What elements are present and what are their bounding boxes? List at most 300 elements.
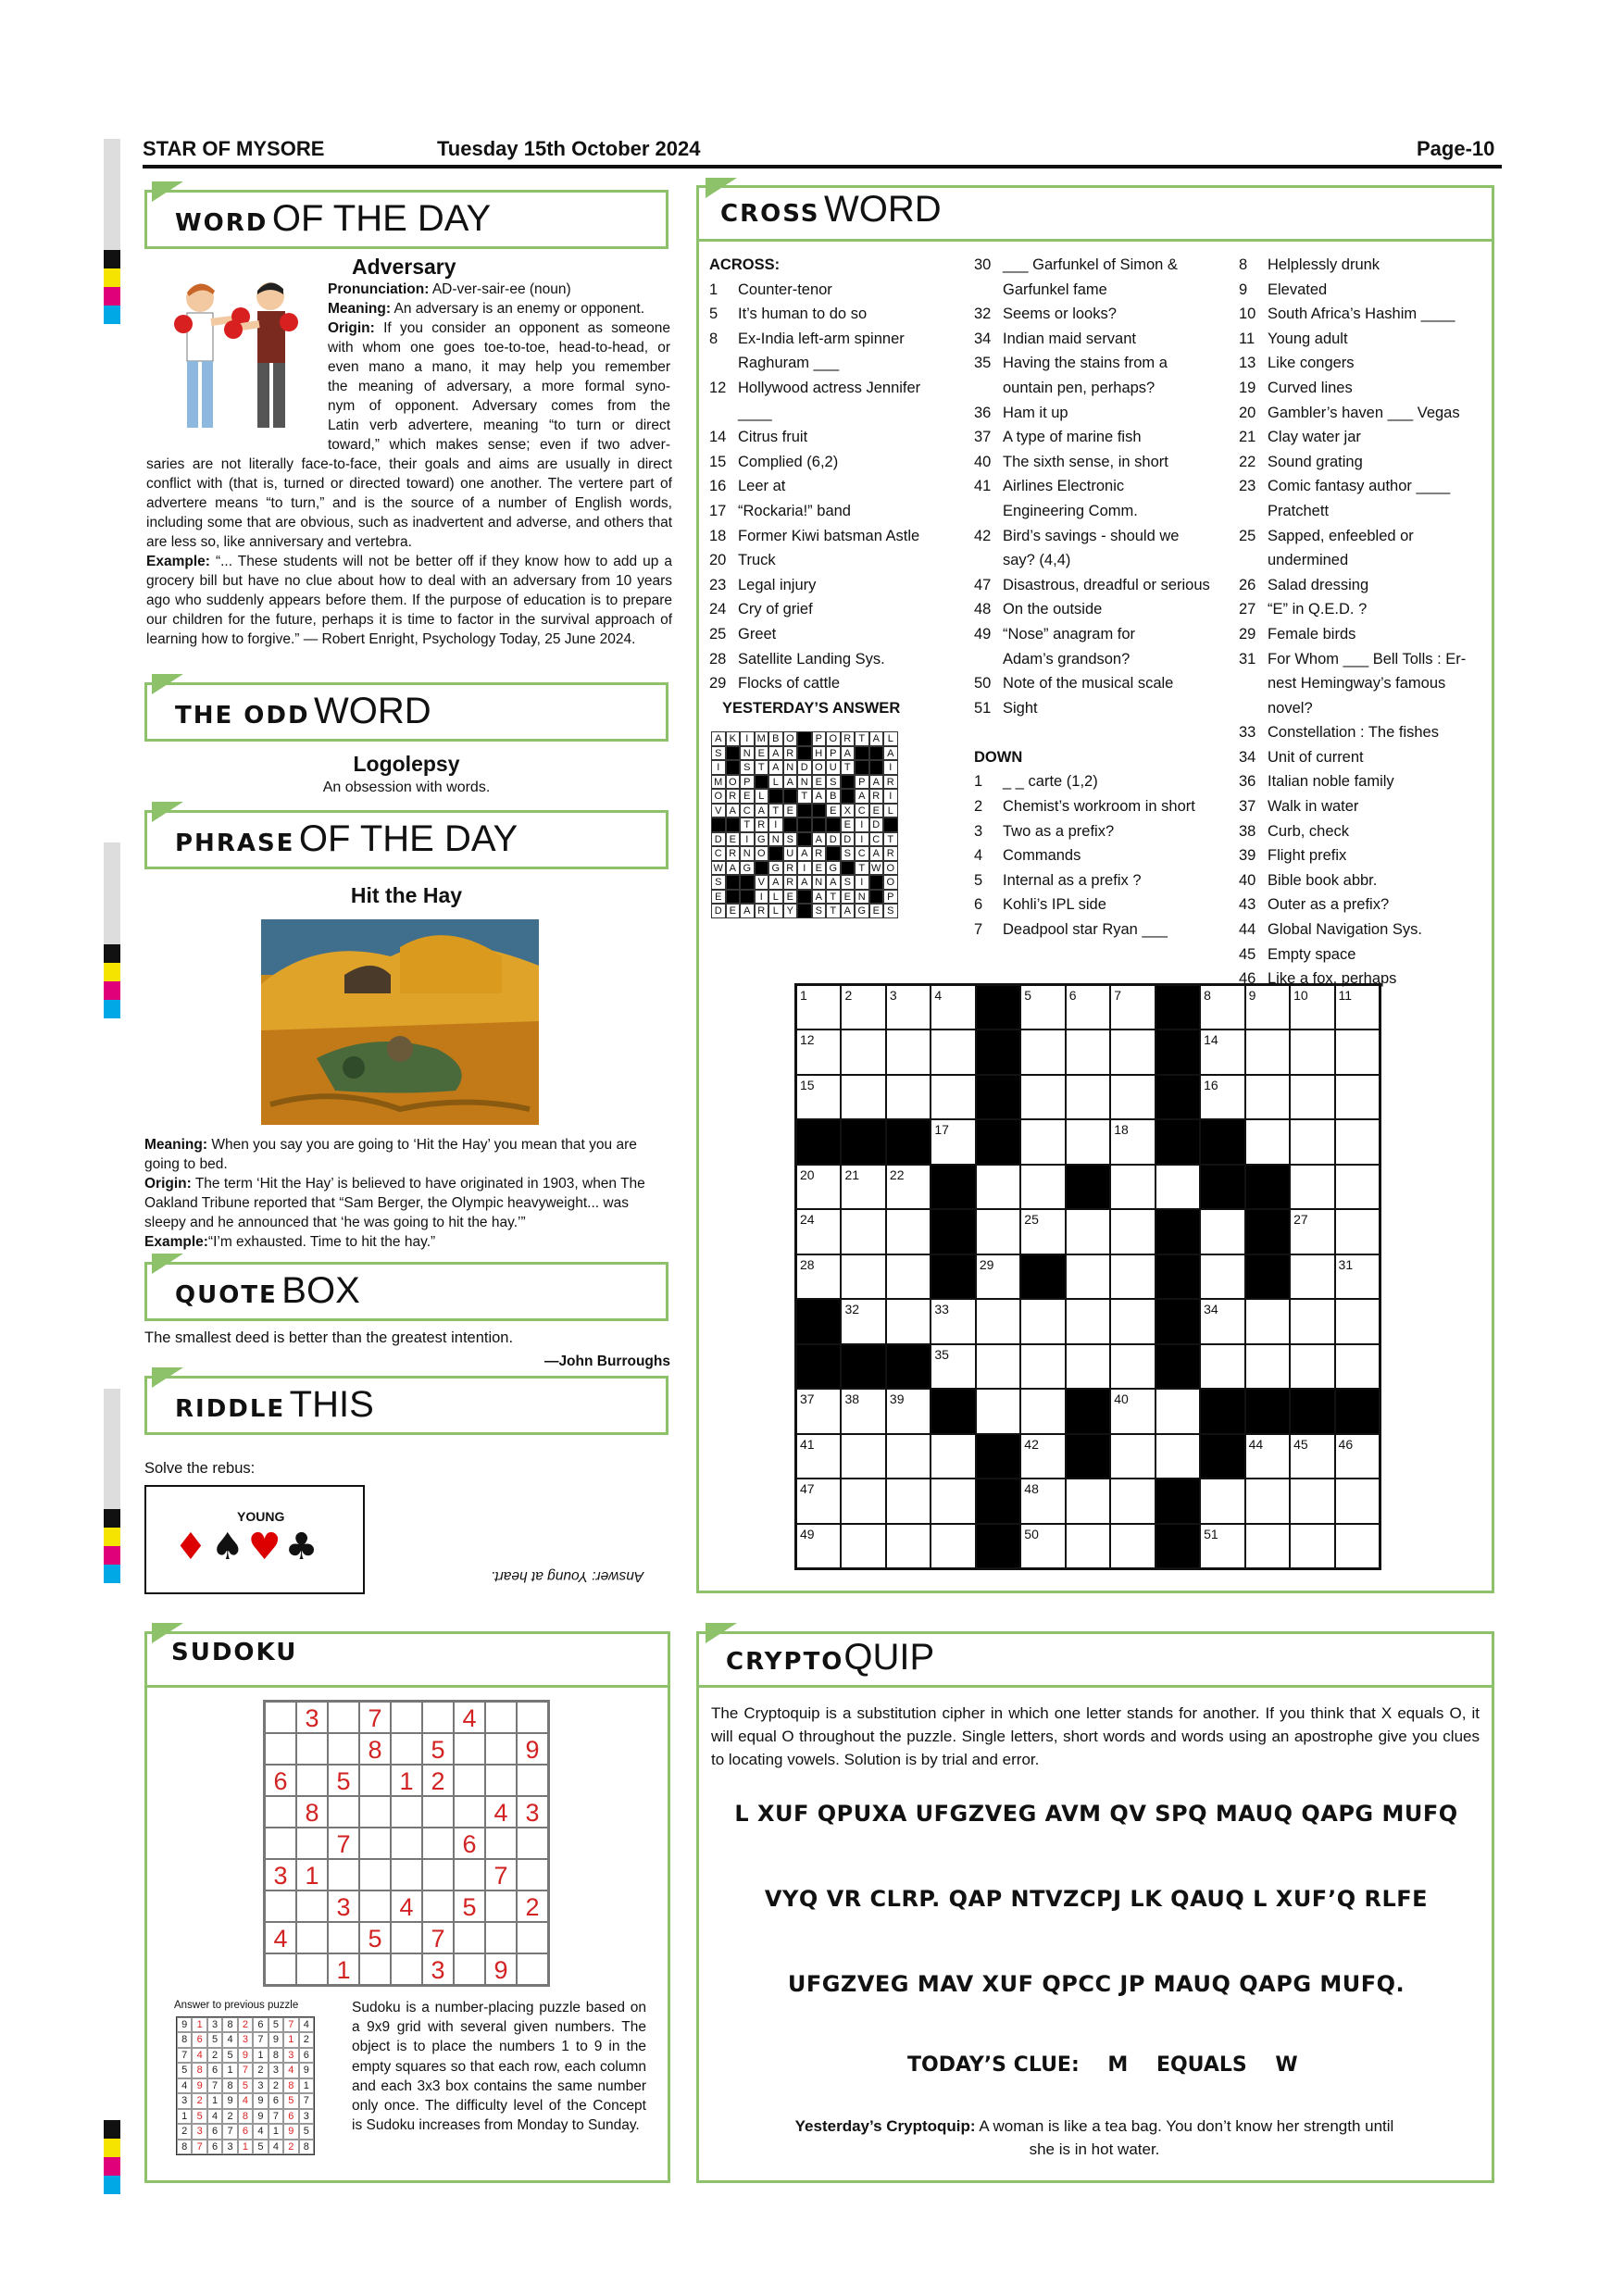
sudoku-cell[interactable] — [359, 1796, 391, 1828]
sudoku-cell[interactable] — [454, 1733, 485, 1765]
sudoku-cell[interactable]: 5 — [454, 1890, 485, 1922]
sudoku-cell[interactable]: 4 — [454, 1702, 485, 1733]
sudoku-cell[interactable] — [485, 1702, 517, 1733]
sudoku-cell[interactable] — [485, 1733, 517, 1765]
clue-text: Like a fox, perhaps — [1268, 970, 1397, 988]
clue-text: Empty space — [1268, 945, 1356, 963]
crossword-cell[interactable] — [886, 1479, 931, 1523]
crossword-black-cell — [796, 1119, 841, 1164]
previous-sudoku-cell: 2 — [222, 2109, 237, 2124]
crossword-cell[interactable] — [1335, 1254, 1380, 1299]
sudoku-cell[interactable] — [454, 1859, 485, 1890]
clue-letter-b: W — [1275, 2053, 1298, 2077]
sudoku-cell[interactable] — [296, 1733, 328, 1765]
crossword-cell[interactable] — [1290, 1254, 1334, 1299]
sudoku-cell[interactable] — [517, 1702, 548, 1733]
clue-number: 37 — [974, 429, 992, 446]
crossword-cell[interactable] — [1110, 1029, 1155, 1074]
sudoku-cell[interactable]: 4 — [265, 1922, 296, 1953]
sudoku-cell[interactable]: 3 — [422, 1953, 454, 1985]
previous-sudoku-cell: 1 — [299, 2078, 314, 2093]
sudoku-cell[interactable]: 5 — [359, 1922, 391, 1953]
sudoku-cell[interactable] — [517, 1922, 548, 1953]
sudoku-cell[interactable] — [328, 1859, 359, 1890]
sudoku-cell[interactable] — [517, 1953, 548, 1985]
sudoku-cell[interactable] — [359, 1765, 391, 1796]
crossword-cell[interactable] — [1020, 1434, 1065, 1479]
sudoku-cell[interactable]: 3 — [296, 1702, 328, 1733]
crossword-cell[interactable] — [1335, 1029, 1380, 1074]
sudoku-cell[interactable]: 8 — [296, 1796, 328, 1828]
yesterday-grid-cell: E — [711, 890, 726, 905]
crossword-cell[interactable] — [1200, 1029, 1244, 1074]
yesterday-grid-cell: L — [883, 804, 898, 818]
sudoku-cell[interactable] — [391, 1859, 422, 1890]
crossword-cell[interactable] — [1066, 1119, 1110, 1164]
sudoku-cell[interactable] — [265, 1702, 296, 1733]
sudoku-cell[interactable] — [454, 1922, 485, 1953]
quote-title-large: BOX — [281, 1270, 360, 1311]
crossword-cell[interactable] — [886, 1209, 931, 1254]
yesterday-grid-cell: O — [783, 731, 798, 746]
crossword-cell[interactable] — [1335, 1209, 1380, 1254]
clue-row — [1239, 794, 1489, 819]
crossword-cell[interactable] — [1290, 1434, 1334, 1479]
crossword-cell[interactable] — [931, 1075, 975, 1119]
crossword-cell[interactable] — [886, 1075, 931, 1119]
clue-row — [974, 327, 1224, 352]
yesterday-grid-cell: T — [797, 789, 812, 804]
crossword-cell[interactable] — [886, 985, 931, 1029]
clue-number: 20 — [1239, 404, 1256, 421]
crossword-cell[interactable] — [1020, 1344, 1065, 1389]
sudoku-cell[interactable] — [454, 1796, 485, 1828]
crossword-cell[interactable] — [1110, 985, 1155, 1029]
crossword-cell[interactable] — [1156, 1434, 1200, 1479]
crossword-cell[interactable] — [1110, 1434, 1155, 1479]
sudoku-cell[interactable] — [485, 1765, 517, 1796]
clue-row — [1239, 597, 1489, 622]
yesterday-grid-cell: A — [869, 846, 884, 861]
sudoku-cell[interactable]: 2 — [517, 1890, 548, 1922]
crossword-cell[interactable] — [1200, 1479, 1244, 1523]
sudoku-cell[interactable]: 1 — [391, 1765, 422, 1796]
sudoku-cell[interactable] — [391, 1702, 422, 1733]
crossword-cell[interactable] — [1290, 1524, 1334, 1568]
crossword-cell[interactable] — [1290, 985, 1334, 1029]
sudoku-cell[interactable]: 9 — [485, 1953, 517, 1985]
crossword-cell[interactable] — [886, 1254, 931, 1299]
previous-sudoku-cell: 8 — [238, 2109, 253, 2124]
crossword-cell[interactable] — [886, 1029, 931, 1074]
yesterday-grid-cell: L — [768, 890, 783, 905]
crossword-cell[interactable] — [976, 1389, 1020, 1433]
previous-sudoku-cell: 8 — [192, 2063, 206, 2078]
sudoku-cell[interactable] — [359, 1953, 391, 1985]
crossword-cell[interactable] — [1290, 1075, 1334, 1119]
clue-text: Chemist’s workroom in short — [1003, 798, 1195, 816]
crossword-cell[interactable] — [1290, 1209, 1334, 1254]
crossword-cell[interactable] — [796, 1479, 841, 1523]
crossword-cell[interactable] — [931, 1434, 975, 1479]
crossword-cell[interactable] — [1066, 1075, 1110, 1119]
crossword-cell[interactable] — [1020, 1209, 1065, 1254]
sudoku-cell[interactable]: 1 — [296, 1859, 328, 1890]
crossword-cell[interactable] — [1245, 1479, 1290, 1523]
sudoku-cell[interactable] — [485, 1890, 517, 1922]
crossword-cell[interactable] — [1335, 1075, 1380, 1119]
crossword-cell[interactable] — [931, 1344, 975, 1389]
clue-row — [1239, 548, 1489, 573]
crossword-cell[interactable] — [1066, 1524, 1110, 1568]
crossword-cell[interactable] — [1110, 1075, 1155, 1119]
crossword-cell[interactable] — [1110, 1344, 1155, 1389]
crossword-cell[interactable] — [796, 1254, 841, 1299]
crossword-cell[interactable] — [1110, 1209, 1155, 1254]
crossword-cell[interactable] — [1110, 1299, 1155, 1343]
crossword-cell[interactable] — [1020, 1165, 1065, 1209]
sudoku-cell[interactable] — [391, 1953, 422, 1985]
crossword-cell[interactable] — [1245, 1119, 1290, 1164]
crossword-cell[interactable] — [886, 1389, 931, 1433]
previous-sudoku-cell: 4 — [207, 2109, 222, 2124]
crossword-cell[interactable] — [1200, 985, 1244, 1029]
sudoku-cell[interactable] — [359, 1890, 391, 1922]
crossword-cell[interactable] — [1335, 1434, 1380, 1479]
crossword-cell-number: 27 — [1293, 1212, 1308, 1228]
previous-sudoku-cell: 9 — [222, 2093, 237, 2108]
previous-sudoku-cell: 6 — [238, 2124, 253, 2139]
sudoku-cell[interactable] — [265, 1733, 296, 1765]
crossword-cell[interactable] — [1290, 1479, 1334, 1523]
crossword-cell[interactable] — [1245, 1344, 1290, 1389]
crossword-cell[interactable] — [841, 1254, 885, 1299]
clue-text: Legal injury — [738, 576, 817, 593]
yesterday-grid-cell: E — [841, 817, 856, 832]
clue-text: Comic fantasy author ____ — [1268, 478, 1451, 495]
crossword-cell[interactable] — [1335, 1119, 1380, 1164]
yesterday-grid-cell — [883, 817, 898, 832]
clue-number — [974, 376, 1003, 401]
phrase-origin-label: Origin: — [144, 1176, 192, 1192]
clue-text: Salad dressing — [1268, 576, 1369, 593]
crossword-cell[interactable] — [931, 1119, 975, 1164]
sudoku-cell[interactable]: 8 — [359, 1733, 391, 1765]
clue-row — [709, 548, 959, 573]
crossword-cell[interactable] — [1110, 1165, 1155, 1209]
sudoku-cell[interactable]: 7 — [422, 1922, 454, 1953]
yesterday-grid-cell: R — [883, 775, 898, 790]
yesterday-grid-cell: S — [711, 875, 726, 890]
crossword-cell[interactable] — [1156, 1389, 1200, 1433]
sudoku-cell[interactable]: 6 — [454, 1828, 485, 1859]
crossword-cell[interactable] — [1335, 1299, 1380, 1343]
clue-text: Flight prefix — [1268, 847, 1347, 865]
crossword-cell[interactable] — [976, 1254, 1020, 1299]
crossword-cell[interactable] — [1020, 1075, 1065, 1119]
odd-word-title-large: WORD — [314, 691, 431, 731]
crossword-cell[interactable] — [1200, 1344, 1244, 1389]
crossword-cell[interactable] — [841, 1389, 885, 1433]
crossword-cell[interactable] — [1200, 1299, 1244, 1343]
crossword-cell[interactable] — [1110, 1119, 1155, 1164]
phrase-header — [144, 810, 668, 869]
previous-sudoku-cell: 5 — [207, 2032, 222, 2047]
crossword-cell[interactable] — [976, 1165, 1020, 1209]
yesterday-grid-cell — [726, 875, 741, 890]
clue-number: 24 — [709, 601, 727, 618]
crossword-cell[interactable] — [1290, 1165, 1334, 1209]
clue-text: Bible book abbr. — [1268, 871, 1378, 889]
crossword-cell[interactable] — [886, 1299, 931, 1343]
clue-text: Outer as a prefix? — [1268, 896, 1390, 914]
crossword-cell[interactable] — [841, 1479, 885, 1523]
crossword-cell[interactable] — [886, 1524, 931, 1568]
sudoku-cell[interactable] — [328, 1796, 359, 1828]
crossword-cell[interactable] — [1020, 1029, 1065, 1074]
crossword-cell[interactable] — [841, 1299, 885, 1343]
sudoku-cell[interactable] — [265, 1953, 296, 1985]
yesterday-grid-cell — [797, 746, 812, 761]
crossword-cell[interactable] — [931, 1029, 975, 1074]
sudoku-cell[interactable] — [296, 1765, 328, 1796]
clue-text: Disastrous, dreadful or serious — [1003, 576, 1210, 593]
yesterday-grid-cell: I — [768, 817, 783, 832]
crossword-cell[interactable] — [1290, 1344, 1334, 1389]
sudoku-cell[interactable] — [485, 1828, 517, 1859]
sudoku-cell[interactable] — [485, 1922, 517, 1953]
crossword-cell[interactable] — [841, 1209, 885, 1254]
crossword-cell[interactable] — [1020, 985, 1065, 1029]
sudoku-cell[interactable] — [422, 1702, 454, 1733]
yesterday-grid-cell: T — [768, 804, 783, 818]
crossword-cell[interactable] — [1335, 1524, 1380, 1568]
crossword-cell-number: 1 — [800, 988, 807, 1003]
crossword-cell[interactable] — [1066, 1299, 1110, 1343]
crossword-cell[interactable] — [1200, 1254, 1244, 1299]
crossword-cell[interactable] — [976, 1209, 1020, 1254]
crossword-cell[interactable] — [1290, 1299, 1334, 1343]
crossword-cell[interactable] — [1335, 1165, 1380, 1209]
clue-text: Curb, check — [1268, 822, 1350, 840]
sudoku-cell[interactable] — [391, 1733, 422, 1765]
clue-text: South Africa’s Hashim ____ — [1268, 306, 1455, 323]
previous-sudoku-cell: 1 — [269, 2124, 283, 2139]
rebus-word: YOUNG — [237, 1509, 285, 1524]
sudoku-cell[interactable]: 3 — [328, 1890, 359, 1922]
crossword-cell[interactable] — [1290, 1119, 1334, 1164]
crossword-cell[interactable] — [886, 1165, 931, 1209]
clue-number: 8 — [709, 330, 718, 347]
sudoku-cell[interactable]: 7 — [485, 1859, 517, 1890]
crossword-cell[interactable] — [1066, 985, 1110, 1029]
sudoku-cell[interactable] — [328, 1702, 359, 1733]
crossword-cell[interactable] — [1245, 1075, 1290, 1119]
crossword-cell[interactable] — [796, 1165, 841, 1209]
clue-number: 1 — [709, 281, 718, 298]
sudoku-cell[interactable]: 5 — [328, 1765, 359, 1796]
sudoku-cell[interactable] — [265, 1796, 296, 1828]
crossword-cell[interactable] — [796, 985, 841, 1029]
crossword-cell[interactable] — [796, 1524, 841, 1568]
crossword-cell[interactable] — [1290, 1029, 1334, 1074]
crossword-cell[interactable] — [1156, 1165, 1200, 1209]
crossword-cell[interactable] — [1020, 1299, 1065, 1343]
sudoku-cell[interactable] — [359, 1828, 391, 1859]
clue-row — [1239, 819, 1489, 844]
sudoku-cell[interactable] — [296, 1828, 328, 1859]
yesterday-grid-cell: N — [740, 846, 755, 861]
sudoku-cell[interactable] — [391, 1922, 422, 1953]
crossword-cell[interactable] — [1066, 1479, 1110, 1523]
yesterday-grid-cell: A — [855, 789, 869, 804]
yesterday-grid-cell — [869, 760, 884, 775]
sudoku-cell[interactable] — [422, 1890, 454, 1922]
sudoku-cell[interactable] — [517, 1859, 548, 1890]
clue-row — [974, 548, 1224, 573]
clue-row — [709, 647, 959, 672]
sudoku-cell[interactable]: 5 — [422, 1733, 454, 1765]
crossword-cell[interactable] — [1245, 1434, 1290, 1479]
crossword-black-cell — [931, 1389, 975, 1433]
sudoku-cell[interactable] — [454, 1953, 485, 1985]
sudoku-cell[interactable] — [265, 1828, 296, 1859]
sudoku-cell[interactable] — [454, 1765, 485, 1796]
sudoku-cell[interactable]: 1 — [328, 1953, 359, 1985]
crossword-cell[interactable] — [1200, 1209, 1244, 1254]
crossword-cell[interactable] — [1245, 1029, 1290, 1074]
yesterday-grid-cell: R — [783, 875, 798, 890]
clue-number: 34 — [1239, 748, 1256, 766]
sudoku-cell[interactable]: 3 — [265, 1859, 296, 1890]
clue-number: 18 — [709, 527, 727, 544]
crossword-cell[interactable] — [841, 1075, 885, 1119]
previous-sudoku-cell: 6 — [207, 2140, 222, 2154]
crossword-cell[interactable] — [1066, 1029, 1110, 1074]
crossword-cell[interactable] — [1110, 1254, 1155, 1299]
crossword-cell[interactable] — [976, 1344, 1020, 1389]
crossword-cell-number: 37 — [800, 1391, 815, 1407]
clue-row — [1239, 647, 1489, 672]
crossword-cell[interactable] — [1066, 1209, 1110, 1254]
crossword-cell[interactable] — [796, 1434, 841, 1479]
sudoku-cell[interactable] — [296, 1922, 328, 1953]
clue-number: 47 — [974, 576, 992, 593]
crossword-cell-number: 18 — [1114, 1122, 1129, 1138]
clue-number: 41 — [974, 478, 992, 495]
crossword-cell[interactable] — [1020, 1479, 1065, 1523]
crossword-cell[interactable] — [841, 1165, 885, 1209]
crossword-cell[interactable] — [841, 1029, 885, 1074]
sudoku-cell[interactable]: 9 — [517, 1733, 548, 1765]
sudoku-cell[interactable] — [296, 1890, 328, 1922]
sudoku-cell[interactable] — [422, 1796, 454, 1828]
sudoku-cell[interactable] — [422, 1859, 454, 1890]
clue-text: undermined — [1268, 552, 1349, 569]
previous-sudoku-cell: 3 — [283, 2048, 298, 2063]
crossword-cell[interactable] — [796, 1389, 841, 1433]
origin-line: nym of opponent. Adversary comes from the — [328, 398, 670, 414]
clue-number: 39 — [1239, 847, 1256, 865]
crossword-cell[interactable] — [841, 985, 885, 1029]
yesterday-grid-cell: O — [883, 875, 898, 890]
crossword-cell[interactable] — [841, 1524, 885, 1568]
crossword-cell[interactable] — [1020, 1119, 1065, 1164]
sudoku-cell[interactable] — [391, 1828, 422, 1859]
crossword-black-cell — [1200, 1165, 1244, 1209]
crossword-cell[interactable] — [796, 1075, 841, 1119]
yesterday-grid-cell — [797, 904, 812, 918]
sudoku-cell[interactable] — [517, 1828, 548, 1859]
crossword-black-cell — [1156, 985, 1200, 1029]
crossword-cell[interactable] — [1335, 1344, 1380, 1389]
crossword-cell[interactable] — [796, 1029, 841, 1074]
crossword-cell[interactable] — [1066, 1344, 1110, 1389]
crossword-black-cell — [1156, 1479, 1200, 1523]
sudoku-cell[interactable] — [391, 1796, 422, 1828]
crossword-cell[interactable] — [1335, 985, 1380, 1029]
crossword-cell[interactable] — [841, 1434, 885, 1479]
crossword-cell[interactable] — [931, 1299, 975, 1343]
crossword-cell[interactable] — [796, 1209, 841, 1254]
crossword-cell[interactable] — [1066, 1254, 1110, 1299]
yesterday-grid-cell: O — [826, 731, 841, 746]
sudoku-cell[interactable] — [296, 1953, 328, 1985]
crossword-cell[interactable] — [931, 1524, 975, 1568]
crossword-cell[interactable] — [1020, 1389, 1065, 1433]
sudoku-cell[interactable] — [359, 1859, 391, 1890]
crossword-cell[interactable] — [931, 985, 975, 1029]
sudoku-cell[interactable]: 3 — [517, 1796, 548, 1828]
crossword-cell[interactable] — [886, 1434, 931, 1479]
yesterday-grid-cell — [797, 832, 812, 847]
clue-text: It’s human to do so — [738, 306, 868, 323]
crossword-cell[interactable] — [1110, 1479, 1155, 1523]
crossword-cell[interactable] — [1200, 1524, 1244, 1568]
crossword-cell[interactable] — [1110, 1524, 1155, 1568]
crossword-cell[interactable] — [1245, 985, 1290, 1029]
sudoku-cell[interactable] — [517, 1765, 548, 1796]
crossword-cell[interactable] — [1200, 1075, 1244, 1119]
sudoku-cell[interactable] — [422, 1828, 454, 1859]
crossword-header-rule — [696, 239, 1494, 242]
sudoku-cell[interactable]: 4 — [485, 1796, 517, 1828]
sudoku-cell[interactable]: 7 — [328, 1828, 359, 1859]
crossword-cell[interactable] — [976, 1299, 1020, 1343]
clue-number: 27 — [1239, 601, 1256, 618]
origin-line: If you consider an opponent as someone — [383, 320, 670, 336]
crossword-cell[interactable] — [1245, 1299, 1290, 1343]
crossword-cell[interactable] — [931, 1479, 975, 1523]
sudoku-cell[interactable] — [265, 1890, 296, 1922]
sudoku-cell[interactable]: 7 — [359, 1702, 391, 1733]
sudoku-cell[interactable] — [328, 1922, 359, 1953]
clue-text: Unit of current — [1268, 748, 1364, 766]
crossword-cell[interactable] — [1020, 1524, 1065, 1568]
clue-text: “Nose” anagram for — [1003, 625, 1136, 643]
sudoku-cell[interactable]: 4 — [391, 1890, 422, 1922]
sudoku-cell[interactable]: 6 — [265, 1765, 296, 1796]
odd-word-header — [144, 682, 668, 742]
sudoku-cell[interactable]: 2 — [422, 1765, 454, 1796]
crossword-cell[interactable] — [1110, 1389, 1155, 1433]
crossword-cell[interactable] — [1245, 1524, 1290, 1568]
crossword-cell[interactable] — [1335, 1479, 1380, 1523]
clue-number: 46 — [1239, 970, 1256, 988]
clue-row — [709, 499, 959, 524]
sudoku-cell[interactable] — [328, 1733, 359, 1765]
previous-sudoku-cell: 1 — [192, 2017, 206, 2032]
